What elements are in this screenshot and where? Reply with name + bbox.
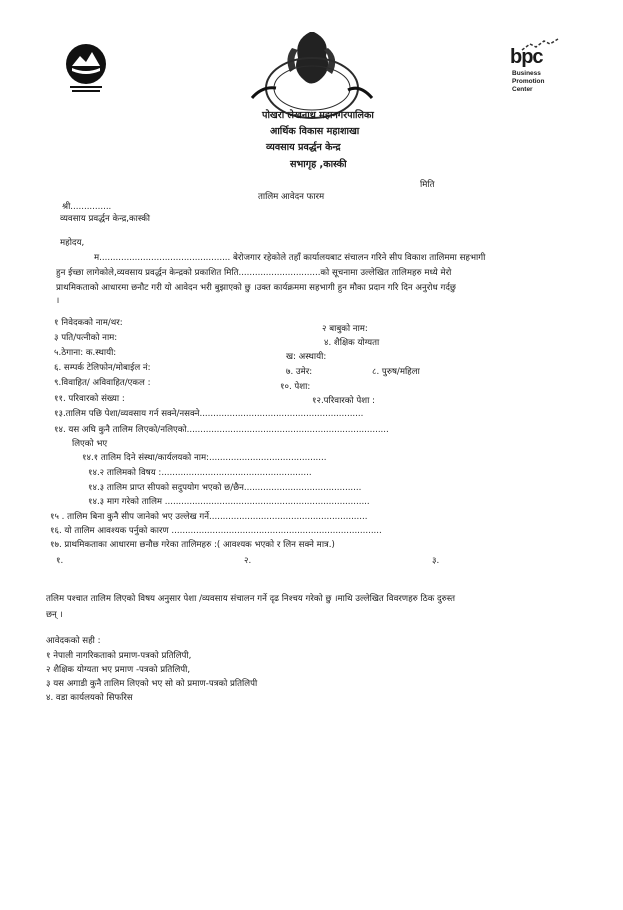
field-spouse-name: ३ पति/पत्नीको नाम:	[54, 333, 118, 343]
header-org1: पोखरा लेखनाथ महानगरपालिका	[262, 110, 374, 121]
addressee-line2: व्यवसाय प्रवर्द्धन केन्द्र,कास्की	[60, 214, 151, 224]
declaration-line1: तलिम पश्चात तालिम लिएको विषय अनुसार पेशा /व्यवसाय संचालन गर्ने दृढ निश्चय गरेको छु ।माथि उल्लेखित विवरणहरु ठिक दुरुस्त	[46, 594, 456, 604]
bpc-line1: Business	[512, 70, 541, 77]
declaration-line2: छन् ।	[46, 610, 63, 620]
addressee-line1: श्री...............	[62, 202, 112, 212]
attachment-3: ३ यस अगाडी कुनै तालिम लिएको भए सो को प्रमाण-पत्रको प्रतिलिपी	[46, 679, 258, 689]
body-line2: हुन ईच्छा लागेकोले,व्यवसाय प्रवर्द्धन केन्द्रको प्रकाशित मिति..............................को सूचनामा उल्लेखित तालिमहरु मध्ये मेरो	[56, 268, 452, 278]
field-training-institute: १४.१ तालिम दिने संस्था/कार्यलयको नाम:...........................................	[82, 453, 327, 463]
field-gender: ८. पुरुष/महिला	[372, 367, 420, 377]
body-line4: ।	[56, 296, 60, 306]
signature-label: आवेदकको सही :	[46, 636, 101, 646]
field-existing-skill: १५ . तालिम बिना कुनै सीप जानेको भए उल्लेख गर्ने..........................................................	[50, 512, 368, 522]
field-marital-status: ९.विवाहित/ अविवाहित/एकल :	[54, 378, 151, 388]
field-training-reason: १६. यो तालिम आवश्यक पर्नुको कारण .............................................................................	[50, 526, 382, 536]
field-family-occupation: १२.परिवारको पेशा :	[312, 396, 375, 406]
field-permanent-address: ५.ठेगाना: क.स्थायी:	[54, 348, 117, 358]
body-line1: म................................................ बेरोजगार रहेकोले तहाँ कार्यालयबाट संचालन गरिने सीप विकाश तालिममा सहभागी	[94, 253, 486, 263]
field-education: ४. शैक्षिक योग्यता	[324, 338, 380, 348]
field-skill-utilized: १४.३ तालिम प्राप्त सीपको सदुपयोग भएको छ/छैन...........................................	[88, 483, 362, 493]
date-label: मिति	[420, 180, 435, 190]
field-contact: ६. सम्पर्क टेलिफोन/मोबाईल नं:	[54, 363, 151, 373]
bpc-logo-text: bpc	[510, 46, 543, 68]
field-previous-training: १४. यस अघि कुनै तालिम लिएको/नलिएको..........................................................................	[54, 425, 389, 435]
salutation: महोदय,	[60, 238, 85, 248]
body-line3: प्राथमिकताको आधारमा छनौट गरी यो आवेदन भरी बुझाएको छु ।उक्त कार्यक्रममा सहभागी हुन मौका प्रदान गरि दिन अनुरोध गर्दछु	[56, 283, 456, 293]
form-title: तालिम आवेदन फारम	[258, 192, 325, 202]
field-if-taken: लिएको भए	[72, 439, 108, 449]
priority-2: २.	[244, 556, 252, 566]
field-age: ७. उमेर:	[286, 367, 313, 377]
bpc-line3: Center	[512, 86, 533, 93]
attachment-4: ४. वडा कार्यलयको सिफरिस	[46, 693, 133, 703]
field-temporary-address: ख: अस्थायी:	[286, 352, 327, 362]
field-occupation: १०. पेशा:	[280, 382, 311, 392]
field-family-size: ११. परिवारको संख्या :	[54, 394, 125, 404]
priority-3: ३.	[432, 556, 440, 566]
field-requested-training: १४.३ माग गरेको तालिम ...........................................................................	[88, 497, 370, 507]
header-org4: सभागृह ,कास्की	[290, 159, 347, 170]
municipality-logo	[58, 38, 114, 94]
priority-1: १.	[56, 556, 64, 566]
bpc-line2: Promotion	[512, 78, 545, 85]
attachment-2: २ शैक्षिक योग्यता भए प्रमाण -पत्रको प्रतिलिपी,	[46, 665, 191, 675]
field-training-subject: १४.२ तालिमको विषय :.......................................................	[88, 468, 312, 478]
field-post-training-business: १३.तालिम पछि पेशा/व्यवसाय गर्न सक्ने/नसक्ने............................................................	[54, 409, 364, 419]
header-org3: व्यवसाय प्रवर्द्धन केन्द्र	[266, 142, 341, 153]
field-applicant-name: १ निवेदकको नाम/थर:	[54, 318, 123, 328]
header-org2: आर्थिक विकास महाशाखा	[270, 126, 360, 137]
field-father-name: २ बाबुको नाम:	[322, 324, 368, 334]
bpc-logo	[508, 38, 568, 98]
field-priority-trainings: १७. प्राथमिकताका आधारमा छनौछ गरेका तालिमहरु :( आवश्यक भएको र लिन सक्ने मात्र.)	[50, 540, 335, 550]
office-stamp-emblem	[232, 28, 392, 158]
attachment-1: १ नेपाली नागरिकताको प्रमाण-पत्रको प्रतिलिपी,	[46, 651, 192, 661]
